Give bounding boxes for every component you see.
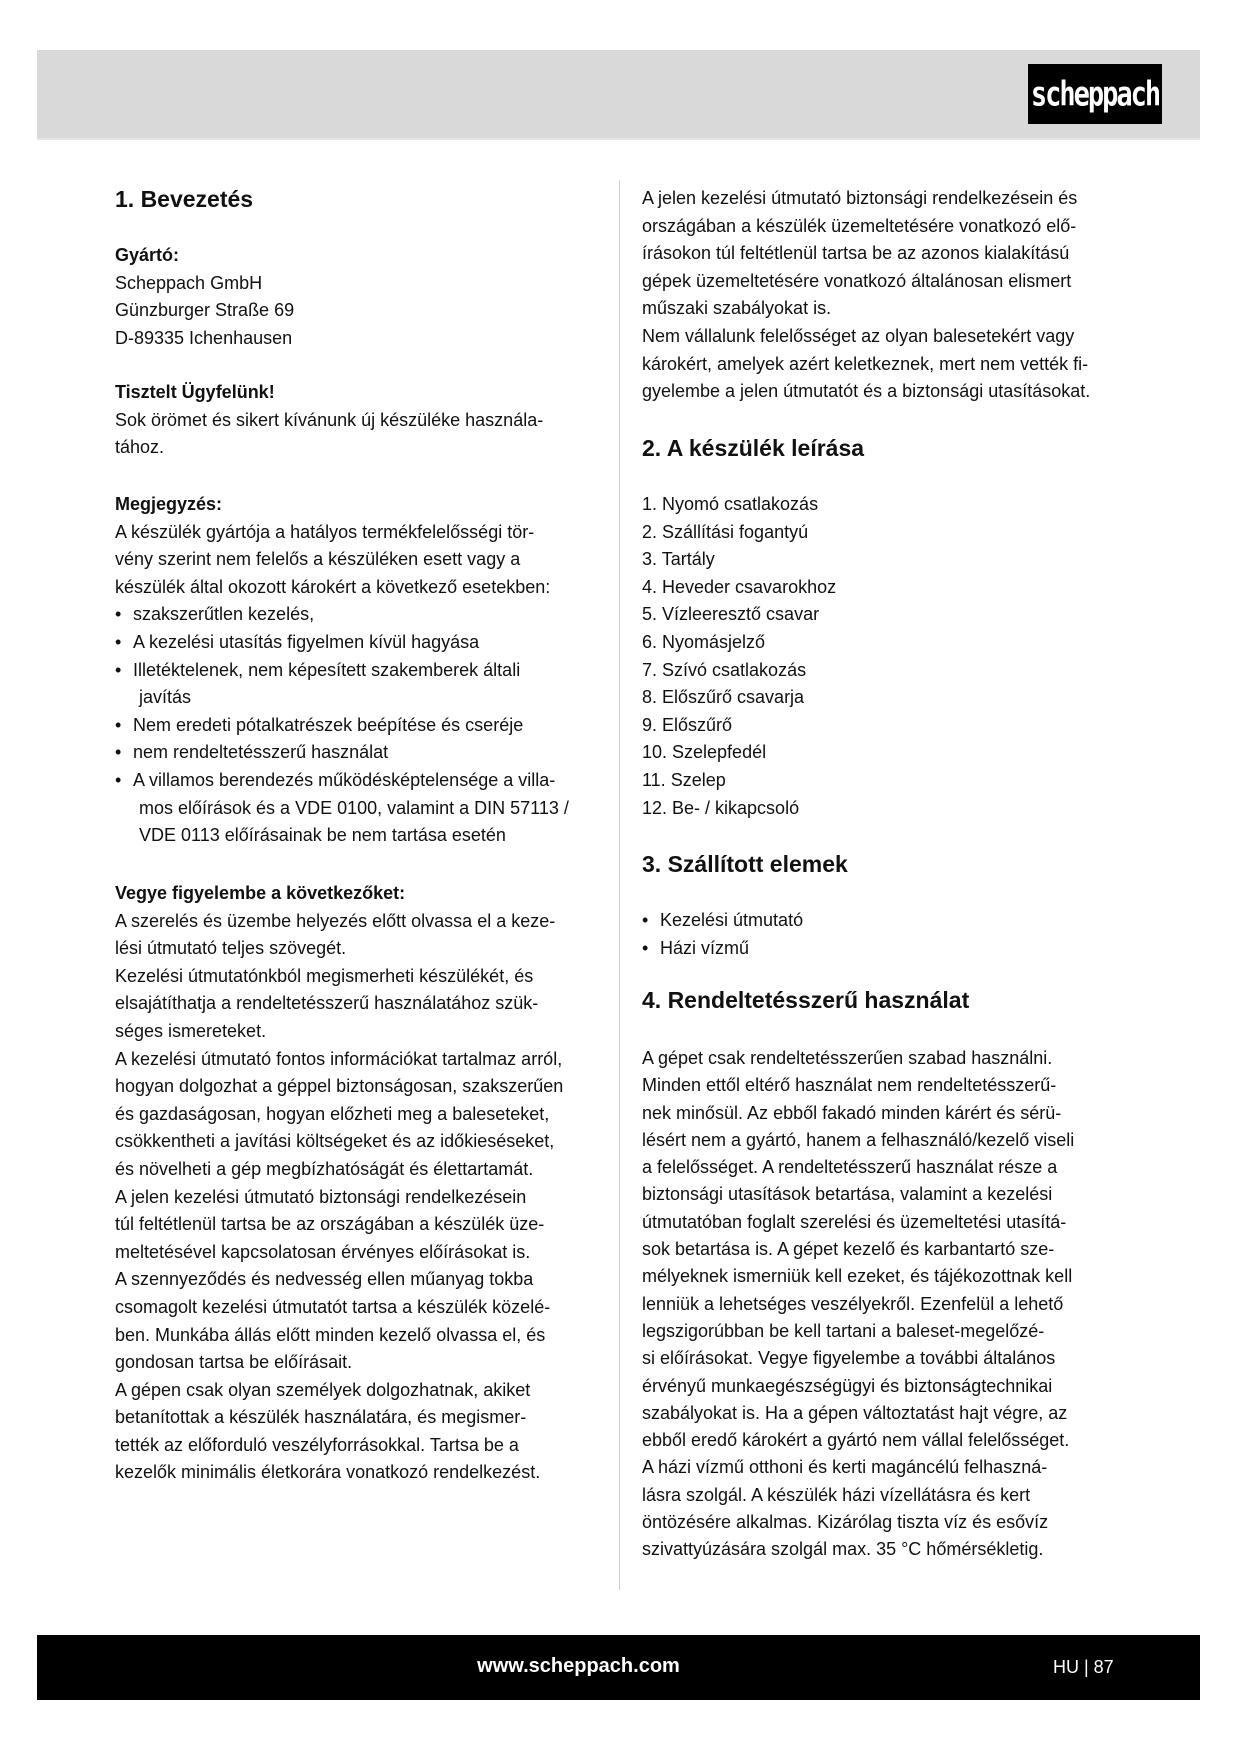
- text-line: A gépet csak rendeltetésszerűen szabad használni.: [642, 1048, 1053, 1068]
- section-3-title: 3. Szállított elemek: [642, 851, 848, 877]
- text-line: A házi vízmű otthoni és kerti magáncélú felhaszná-: [642, 1457, 1048, 1478]
- bullet-line: A kezelési utasítás figyelmen kívül hagyása: [133, 631, 480, 652]
- bullet-line: nem rendeltetésszerű használat: [133, 742, 389, 763]
- text-line: séges ismereteket.: [115, 1020, 267, 1041]
- bullet-icon: •: [115, 604, 122, 625]
- text-line: ebből eredő károkért a gyártó nem vállal felelősséget.: [642, 1430, 1070, 1451]
- bullet-line: Házi vízmű: [660, 937, 750, 958]
- greeting-block: [115, 379, 605, 462]
- bullet-item: [115, 601, 605, 629]
- text-line: meltetésével kapcsolatosan érvényes előírásokat is.: [115, 1241, 531, 1262]
- text-line: gyelembe a jelen útmutatót és a biztonsági utasításokat.: [642, 381, 1091, 402]
- page-number: HU | 87: [1053, 1657, 1114, 1677]
- intro-text: [642, 185, 1132, 406]
- footer-bar: [37, 1635, 1200, 1700]
- note-block: [115, 491, 605, 850]
- text-line: 11. Szelep: [642, 769, 726, 790]
- note-bullet-list: [115, 601, 605, 849]
- text-line: 8. Előszűrő csavarja: [642, 687, 805, 708]
- text-line: lésért nem a gyártó, hanem a felhasználó/kezelő viseli: [642, 1129, 1075, 1150]
- bullet-line: szakszerűtlen kezelés,: [133, 604, 315, 625]
- parts-list-block: [642, 491, 1132, 822]
- text-line: D-89335 Ichenhausen: [115, 327, 293, 348]
- note-label: Megjegyzés:: [115, 494, 223, 514]
- text-line: A készülék gyártója a hatályos termékfelelősségi tör-: [115, 521, 535, 542]
- text-line: Minden ettől eltérő használat nem rendeltetésszerű-: [642, 1075, 1057, 1096]
- text-line: A jelen kezelési útmutató biztonsági rendelkezésein: [115, 1186, 527, 1207]
- manufacturer-block: [115, 242, 605, 352]
- text-line: írásokon túl feltétlenül tartsa be az azonos kialakítású: [642, 243, 1070, 264]
- text-line: 2. Szállítási fogantyú: [642, 521, 809, 542]
- text-line: A szerelés és üzembe helyezés előtt olvassa el a keze-: [115, 910, 556, 931]
- text-line: öntözésére alkalmas. Kizárólag tiszta víz és esővíz: [642, 1512, 1049, 1533]
- usage-block: [642, 1045, 1132, 1564]
- bullet-icon: •: [115, 742, 122, 763]
- text-line: nek minősül. Az ebből fakadó minden kárért és sérü-: [642, 1102, 1062, 1123]
- text-line: 9. Előszűrő: [642, 714, 733, 735]
- greeting-label: Tisztelt Ügyfelünk!: [115, 382, 275, 402]
- text-line: Kezelési útmutatónkból megismerheti készülékét, és: [115, 965, 534, 986]
- text-line: tához.: [115, 437, 165, 458]
- text-line: 12. Be- / kikapcsoló: [642, 797, 800, 818]
- text-line: sok betartása is. A gépet kezelő és karbantartó sze-: [642, 1239, 1055, 1260]
- bullet-line: Illetéktelenek, nem képesített szakemberek általi: [133, 659, 521, 680]
- bullet-item: [115, 712, 605, 740]
- text-line: 10. Szelepfedél: [642, 742, 767, 763]
- text-line: Günzburger Straße 69: [115, 300, 295, 321]
- text-line: lenniük a lehetséges veszélyekről. Ezenfelül a lehető: [642, 1293, 1064, 1314]
- bullet-icon: •: [642, 937, 649, 958]
- note-text: [115, 519, 605, 602]
- parts-list: [642, 491, 1132, 822]
- text-line: vény szerint nem felelős a készüléken esett vagy a: [115, 549, 521, 570]
- bullet-icon: •: [115, 714, 122, 735]
- text-line: csökkentheti a javítási költségeket és az időkieséseket,: [115, 1131, 555, 1152]
- bullet-line: javítás: [139, 687, 192, 708]
- text-line: csomagolt kezelési útmutatót tartsa a készülék közelé-: [115, 1296, 551, 1317]
- text-line: készülék által okozott károkért a következő esetekben:: [115, 576, 551, 597]
- text-line: A gépen csak olyan személyek dolgozhatnak, akiket: [115, 1379, 531, 1400]
- manufacturer-label: Gyártó:: [115, 245, 180, 265]
- usage-text: [642, 1045, 1132, 1564]
- text-line: 7. Szívó csatlakozás: [642, 659, 807, 680]
- bullet-icon: •: [115, 631, 122, 652]
- text-line: mélyeknek ismerniük kell ezeket, és tájékozottnak kell: [642, 1266, 1073, 1287]
- bullet-line: Kezelési útmutató: [660, 910, 804, 930]
- text-line: hogyan dolgozhat a géppel biztonságosan, szakszerűen: [115, 1076, 564, 1097]
- delivered-list: [642, 907, 1132, 962]
- text-line: 3. Tartály: [642, 549, 715, 570]
- text-line: tették az előforduló veszélyforrásokkal. Tartsa be a: [115, 1434, 519, 1455]
- section-3-title-block: [642, 849, 1132, 879]
- bullet-icon: •: [115, 769, 122, 790]
- bullet-item: [642, 935, 1132, 963]
- bullet-line: Nem eredeti pótalkatrészek beépítése és cseréje: [133, 714, 524, 735]
- bullet-line: VDE 0113 előírásainak be nem tartása esetén: [139, 825, 506, 846]
- text-line: és növelheti a gép megbízhatóságát és élettartamát.: [115, 1158, 534, 1179]
- text-line: 4. Heveder csavarokhoz: [642, 576, 837, 597]
- text-line: gondosan tartsa be előírásait.: [115, 1352, 353, 1373]
- text-line: Sok örömet és sikert kívánunk új készüléke használa-: [115, 409, 544, 430]
- bullet-line: mos előírások és a VDE 0100, valamint a DIN 57113 /: [139, 797, 569, 818]
- notice-text: [115, 908, 605, 1487]
- text-line: és gazdaságosan, hogyan előzheti meg a baleseteket,: [115, 1103, 550, 1124]
- bullet-item: [115, 767, 605, 850]
- text-line: ben. Munkába állás előtt minden kezelő olvassa el, és: [115, 1324, 546, 1345]
- text-line: lési útmutató teljes szövegét.: [115, 938, 347, 959]
- website-link[interactable]: www.scheppach.com: [477, 1655, 680, 1677]
- bullet-line: A villamos berendezés működésképtelensége a villa-: [133, 769, 556, 790]
- text-line: útmutatóban foglalt szerelési és üzemeltetési utasítá-: [642, 1211, 1067, 1232]
- text-line: gépek üzemeltetésére vonatkozó általánosan elismert: [642, 270, 1072, 291]
- text-line: biztonsági utasítások betartása, valamint a kezelési: [642, 1184, 1053, 1205]
- text-line: a felelősséget. A rendeltetésszerű használat része a: [642, 1157, 1058, 1178]
- text-line: műszaki szabályokat is.: [642, 298, 832, 319]
- text-line: Nem vállalunk felelősséget az olyan balesetekért vagy: [642, 325, 1075, 346]
- section-1-title-block: [115, 184, 605, 214]
- notice-block: [115, 880, 605, 1487]
- bullet-item: [642, 907, 1132, 935]
- text-line: károkért, amelyek azért keletkeznek, mert nem vették fi-: [642, 353, 1089, 374]
- scheppach-logo: scheppach: [1028, 64, 1162, 124]
- text-line: betanítottak a készülék használatára, és megismer-: [115, 1407, 527, 1428]
- text-line: si előírásokat. Vegye figyelembe a további általános: [642, 1348, 1056, 1369]
- text-line: szivattyúzására szolgál max. 35 °C hőmérsékletig.: [642, 1539, 1044, 1560]
- text-line: A kezelési útmutató fontos információkat tartalmaz arról,: [115, 1048, 563, 1069]
- manufacturer-address: [115, 270, 605, 353]
- bullet-item: [115, 629, 605, 657]
- text-line: A szennyeződés és nedvesség ellen műanyag tokba: [115, 1269, 534, 1290]
- text-line: szabályokat is. Ha a gépen változtatást hajt végre, az: [642, 1402, 1068, 1423]
- text-line: túl feltétlenül tartsa be az országában a készülék üze-: [115, 1214, 545, 1235]
- section-4-title-block: [642, 985, 1132, 1015]
- text-line: 6. Nyomásjelző: [642, 631, 766, 652]
- delivered-block: [642, 907, 1132, 962]
- text-line: 5. Vízleeresztő csavar: [642, 604, 820, 625]
- text-line: érvényű munkaegészségügyi és biztonságtechnikai: [642, 1375, 1053, 1396]
- text-line: országában a készülék üzemeltetésére vonatkozó elő-: [642, 215, 1077, 236]
- section-1-title: 1. Bevezetés: [115, 186, 254, 212]
- text-line: kezelők minimális életkorára vonatkozó rendelkezést.: [115, 1462, 541, 1483]
- section-2-title-block: [642, 433, 1132, 463]
- section-4-title: 4. Rendeltetésszerű használat: [642, 987, 970, 1013]
- column-divider: [619, 180, 620, 1590]
- text-line: A jelen kezelési útmutató biztonsági rendelkezésein és: [642, 188, 1078, 208]
- bullet-icon: •: [115, 659, 122, 680]
- bullet-item: [115, 739, 605, 767]
- intro-block: [642, 185, 1132, 406]
- text-line: 1. Nyomó csatlakozás: [642, 494, 819, 514]
- bullet-icon: •: [642, 910, 649, 930]
- section-2-title: 2. A készülék leírása: [642, 435, 865, 461]
- header-band: [37, 50, 1200, 140]
- bullet-item: [115, 657, 605, 712]
- text-line: legszigorúbban be kell tartani a baleset-megelőzé-: [642, 1320, 1045, 1341]
- text-line: lásra szolgál. A készülék házi vízellátásra és kert: [642, 1484, 1031, 1505]
- text-line: elsajátíthatja a rendeltetésszerű használatához szük-: [115, 993, 539, 1014]
- text-line: Scheppach GmbH: [115, 272, 263, 293]
- greeting-text: [115, 407, 605, 462]
- notice-label: Vegye figyelembe a következőket:: [115, 883, 406, 903]
